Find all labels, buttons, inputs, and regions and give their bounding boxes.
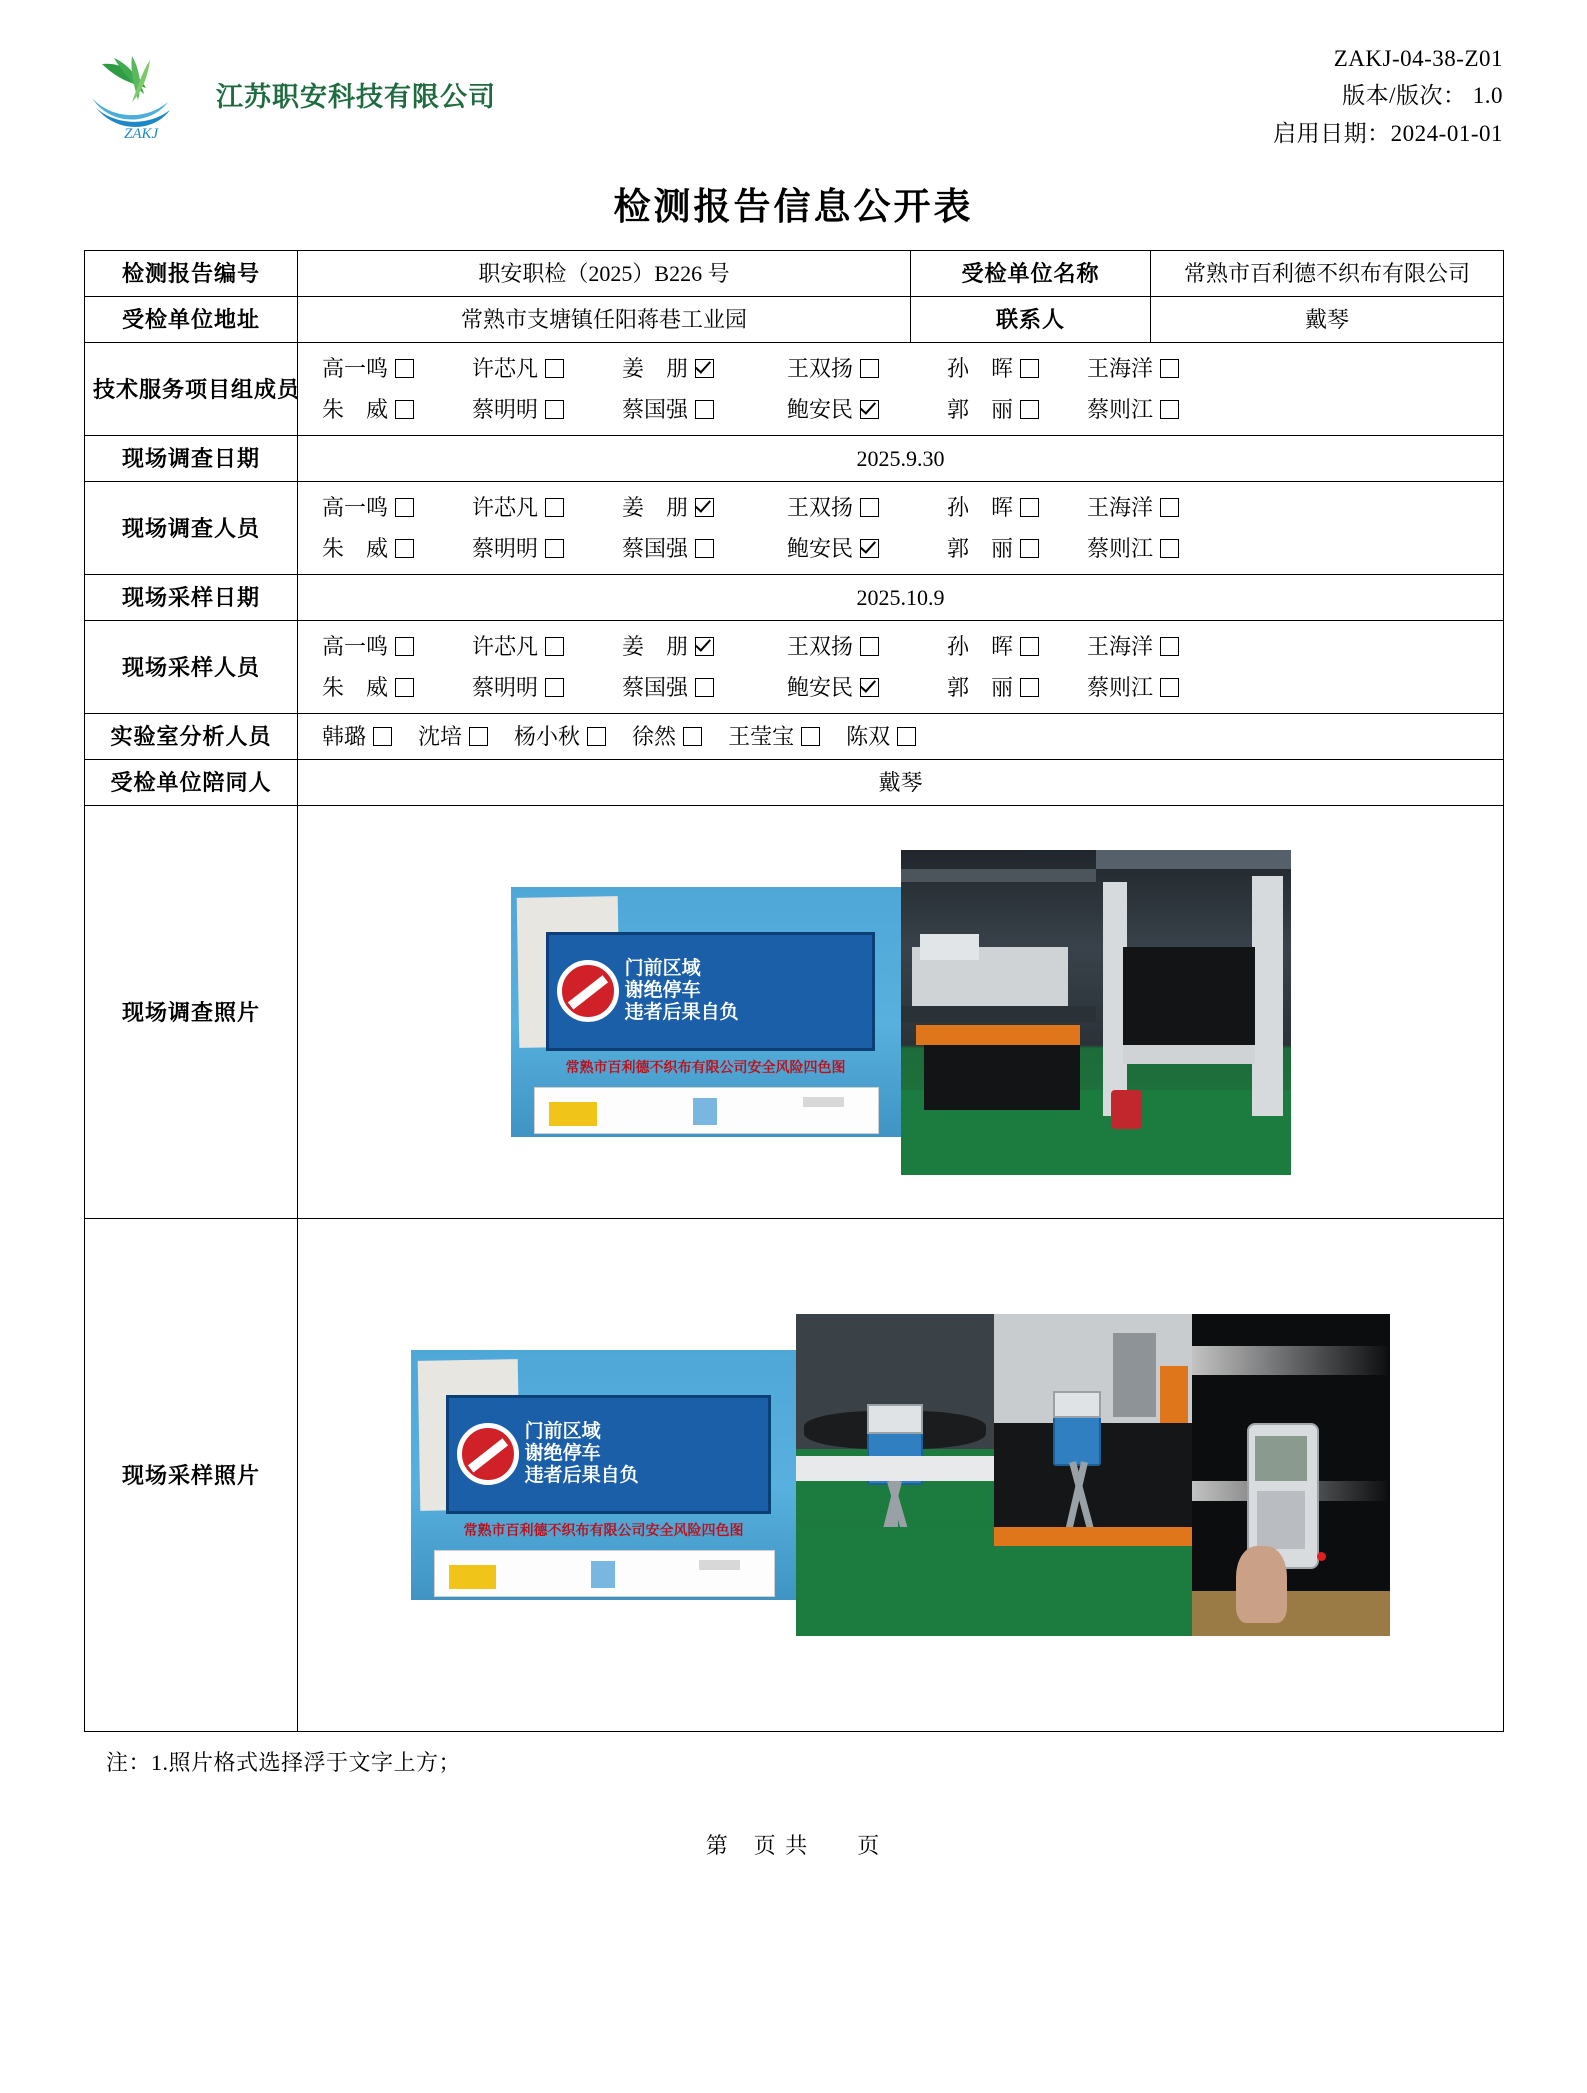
tech-team-name: 王双扬: [787, 356, 854, 381]
sampling-staff-item: [322, 630, 472, 663]
sampling-staff-name: 高一鸣: [322, 634, 389, 659]
table-row: [85, 1219, 1504, 1732]
checkbox-unchecked[interactable]: [695, 400, 714, 419]
sampling-staff-name: 许芯凡: [472, 634, 539, 659]
label-survey-staff: 现场调查人员: [85, 482, 298, 575]
survey-staff-name: 朱 威: [322, 536, 389, 561]
checkbox-unchecked[interactable]: [395, 359, 414, 378]
survey-staff-item: [787, 532, 947, 565]
lab-staff-name: 王莹宝: [728, 724, 795, 749]
sampling-staff-item: [622, 630, 787, 663]
sampling-staff-name: 蔡国强: [622, 675, 689, 700]
sign-line-2: 谢绝停车: [624, 980, 701, 1002]
table-row: [85, 575, 1504, 621]
sampling-staff-item: [1087, 630, 1262, 663]
sampling-staff-name: 蔡明明: [472, 675, 539, 700]
brand-block: [84, 34, 496, 142]
sampling-staff-item: [787, 671, 947, 704]
survey-photos-cell: [298, 806, 1504, 1219]
survey-staff-item: [1087, 491, 1262, 524]
checkbox-unchecked[interactable]: [587, 727, 606, 746]
survey-staff-name: 蔡国强: [622, 536, 689, 561]
checkbox-checked[interactable]: [860, 678, 879, 697]
survey-staff-name: 姜 朋: [622, 495, 689, 520]
survey-staff-name: 王双扬: [787, 495, 854, 520]
label-report-no: 检测报告编号: [85, 251, 298, 297]
document-version: 版本/版次： 1.0: [1342, 83, 1503, 109]
document-code: ZAKJ-04-38-Z01: [1333, 46, 1503, 71]
photo-sampling-point: [994, 1314, 1192, 1636]
checkbox-unchecked[interactable]: [545, 498, 564, 517]
survey-photo-strip: [306, 840, 1495, 1185]
sign2-line-3: 违者后果自负: [524, 1465, 639, 1487]
lab-staff-item: [322, 720, 392, 753]
lab-staff-item: [632, 720, 702, 753]
checkbox-unchecked[interactable]: [1020, 400, 1039, 419]
checkbox-unchecked[interactable]: [373, 727, 392, 746]
photo-noise-meter: [1192, 1314, 1390, 1636]
lab-staff-name: 沈培: [418, 724, 463, 749]
photo-site-sign: [511, 887, 901, 1137]
value-survey-date: 2025.9.30: [298, 436, 1504, 482]
sign2-line-1: 门前区域: [524, 1421, 601, 1443]
checkbox-unchecked[interactable]: [1160, 359, 1179, 378]
survey-staff-checklist: [306, 488, 1495, 568]
tech-team-name: 朱 威: [322, 397, 389, 422]
tech-team-item: [322, 352, 472, 385]
survey-staff-name: 蔡则江: [1087, 536, 1154, 561]
survey-staff-name: 高一鸣: [322, 495, 389, 520]
tech-team-name: 鲍安民: [787, 397, 854, 422]
document-effective-date: 启用日期：2024-01-01: [1273, 120, 1503, 146]
sampling-staff-name: 王海洋: [1087, 634, 1154, 659]
label-sampling-staff: 现场采样人员: [85, 621, 298, 714]
sampling-staff-item: [472, 671, 622, 704]
sampling-staff-item: [1087, 671, 1262, 704]
tech-team-checklist: [306, 349, 1495, 429]
report-info-table: [84, 250, 1504, 1732]
checkbox-unchecked[interactable]: [469, 727, 488, 746]
tech-team-item: [1087, 352, 1262, 385]
sign2-caption: 常熟市百利德不织布有限公司安全风险四色图: [463, 1522, 744, 1538]
survey-staff-name: 鲍安民: [787, 536, 854, 561]
checkbox-unchecked[interactable]: [1160, 678, 1179, 697]
tech-team-name: 姜 朋: [622, 356, 689, 381]
company-name: 江苏职安科技有限公司: [216, 81, 496, 112]
sign-line-1: 门前区域: [624, 958, 701, 980]
value-lab-staff: [298, 714, 1504, 760]
tech-team-name: 王海洋: [1087, 356, 1154, 381]
label-client-name: 受检单位名称: [911, 251, 1151, 297]
checkbox-unchecked[interactable]: [395, 637, 414, 656]
sign2-line-2: 谢绝停车: [524, 1443, 601, 1465]
checkbox-unchecked[interactable]: [1020, 678, 1039, 697]
header-meta: [1273, 34, 1503, 152]
tech-team-item: [787, 393, 947, 426]
checkbox-checked[interactable]: [695, 637, 714, 656]
survey-staff-item: [1087, 532, 1262, 565]
label-contact: 联系人: [911, 297, 1151, 343]
checkbox-unchecked[interactable]: [695, 678, 714, 697]
sampling-staff-name: 姜 朋: [622, 634, 689, 659]
sampling-staff-item: [472, 630, 622, 663]
lab-staff-name: 杨小秋: [514, 724, 581, 749]
tech-team-item: [472, 393, 622, 426]
tech-team-name: 蔡则江: [1087, 397, 1154, 422]
value-tech-team: [298, 343, 1504, 436]
checkbox-unchecked[interactable]: [860, 359, 879, 378]
company-logo-icon: [84, 46, 194, 142]
checkbox-unchecked[interactable]: [545, 539, 564, 558]
tech-team-item: [947, 393, 1087, 426]
value-client-name: 常熟市百利德不织布有限公司: [1151, 251, 1504, 297]
tech-team-name: 高一鸣: [322, 356, 389, 381]
checkbox-unchecked[interactable]: [860, 637, 879, 656]
table-row: [85, 251, 1504, 297]
sampling-staff-item: [622, 671, 787, 704]
checkbox-checked[interactable]: [695, 359, 714, 378]
sign-line-3: 违者后果自负: [624, 1002, 739, 1024]
value-report-no: 职安职检（2025）B226 号: [298, 251, 911, 297]
value-sampling-date: 2025.10.9: [298, 575, 1504, 621]
sampling-staff-name: 朱 威: [322, 675, 389, 700]
survey-staff-item: [622, 491, 787, 524]
checkbox-unchecked[interactable]: [1160, 498, 1179, 517]
label-client-address: 受检单位地址: [85, 297, 298, 343]
table-row: [85, 714, 1504, 760]
page-title: 检测报告信息公开表: [613, 187, 974, 228]
sampling-staff-item: [947, 671, 1087, 704]
page-footer: 第 页 共 页: [705, 1833, 882, 1858]
risk-color-chart: [534, 1087, 879, 1134]
checkbox-unchecked[interactable]: [1160, 539, 1179, 558]
sampling-staff-item: [322, 671, 472, 704]
label-survey-photos: 现场调查照片: [85, 806, 298, 1219]
survey-staff-item: [787, 491, 947, 524]
survey-staff-item: [472, 491, 622, 524]
checkbox-unchecked[interactable]: [1020, 637, 1039, 656]
tech-team-item: [622, 352, 787, 385]
photo-site-sign-2: [411, 1350, 796, 1600]
value-accompany: 戴琴: [298, 760, 1504, 806]
lab-staff-name: 韩璐: [322, 724, 367, 749]
table-row: [85, 297, 1504, 343]
tech-team-item: [322, 393, 472, 426]
sign-caption: 常熟市百利德不织布有限公司安全风险四色图: [565, 1059, 846, 1075]
no-parking-icon-2: [457, 1423, 519, 1485]
checkbox-unchecked[interactable]: [1020, 359, 1039, 378]
lab-staff-item: [846, 720, 916, 753]
svg-text:ZAKJ: ZAKJ: [124, 126, 159, 142]
photo-sampler-on-tripod: [796, 1314, 994, 1636]
document-header: [84, 34, 1503, 154]
value-client-address: 常熟市支塘镇任阳蒋巷工业园: [298, 297, 911, 343]
checkbox-unchecked[interactable]: [395, 400, 414, 419]
checkbox-unchecked[interactable]: [1020, 539, 1039, 558]
tech-team-name: 蔡明明: [472, 397, 539, 422]
value-sampling-staff: [298, 621, 1504, 714]
value-survey-staff: [298, 482, 1504, 575]
photo-fabric-roll-machine: [1096, 850, 1291, 1175]
survey-staff-item: [622, 532, 787, 565]
tech-team-name: 许芯凡: [472, 356, 539, 381]
table-row: [85, 343, 1504, 436]
table-row: [85, 760, 1504, 806]
lab-staff-name: 陈双: [846, 724, 891, 749]
value-contact: 戴琴: [1151, 297, 1504, 343]
label-sampling-date: 现场采样日期: [85, 575, 298, 621]
lab-staff-item: [514, 720, 606, 753]
sampling-staff-name: 孙 晖: [947, 634, 1014, 659]
checkbox-unchecked[interactable]: [545, 678, 564, 697]
checkbox-checked[interactable]: [860, 539, 879, 558]
survey-staff-item: [472, 532, 622, 565]
tech-team-name: 郭 丽: [947, 397, 1014, 422]
sampling-staff-name: 蔡则江: [1087, 675, 1154, 700]
survey-staff-name: 王海洋: [1087, 495, 1154, 520]
survey-staff-item: [947, 532, 1087, 565]
risk-color-chart-2: [434, 1550, 775, 1597]
checkbox-unchecked[interactable]: [545, 359, 564, 378]
checkbox-checked[interactable]: [695, 498, 714, 517]
table-row: [85, 806, 1504, 1219]
checkbox-unchecked[interactable]: [897, 727, 916, 746]
label-sampling-photos: 现场采样照片: [85, 1219, 298, 1732]
checkbox-unchecked[interactable]: [395, 498, 414, 517]
sampling-staff-name: 王双扬: [787, 634, 854, 659]
checkbox-checked[interactable]: [860, 400, 879, 419]
sampling-staff-name: 鲍安民: [787, 675, 854, 700]
survey-staff-item: [322, 532, 472, 565]
checkbox-unchecked[interactable]: [395, 678, 414, 697]
tech-team-item: [947, 352, 1087, 385]
checkbox-unchecked[interactable]: [695, 539, 714, 558]
tech-team-item: [1087, 393, 1262, 426]
tech-team-name: 蔡国强: [622, 397, 689, 422]
survey-staff-name: 孙 晖: [947, 495, 1014, 520]
checkbox-unchecked[interactable]: [1160, 400, 1179, 419]
checkbox-unchecked[interactable]: [1020, 498, 1039, 517]
lab-staff-checklist: [306, 720, 1495, 753]
checkbox-unchecked[interactable]: [683, 727, 702, 746]
table-row: [85, 482, 1504, 575]
sampling-staff-item: [947, 630, 1087, 663]
survey-staff-item: [322, 491, 472, 524]
checkbox-unchecked[interactable]: [545, 400, 564, 419]
survey-staff-name: 郭 丽: [947, 536, 1014, 561]
no-parking-icon: [557, 960, 619, 1022]
survey-staff-name: 蔡明明: [472, 536, 539, 561]
tech-team-item: [472, 352, 622, 385]
survey-staff-item: [947, 491, 1087, 524]
table-note: 注：1.照片格式选择浮于文字上方；: [106, 1750, 462, 1775]
survey-staff-name: 许芯凡: [472, 495, 539, 520]
lab-staff-item: [728, 720, 820, 753]
label-lab-staff: 实验室分析人员: [85, 714, 298, 760]
checkbox-unchecked[interactable]: [860, 498, 879, 517]
label-tech-team: 技术服务项目组成员: [85, 343, 298, 436]
sampling-staff-name: 郭 丽: [947, 675, 1014, 700]
label-accompany: 受检单位陪同人: [85, 760, 298, 806]
table-row: [85, 621, 1504, 714]
tech-team-item: [622, 393, 787, 426]
sampling-photo-strip: [306, 1304, 1495, 1646]
tech-team-name: 孙 晖: [947, 356, 1014, 381]
checkbox-unchecked[interactable]: [545, 637, 564, 656]
checkbox-unchecked[interactable]: [801, 727, 820, 746]
lab-staff-item: [418, 720, 488, 753]
checkbox-unchecked[interactable]: [1160, 637, 1179, 656]
lab-staff-name: 徐然: [632, 724, 677, 749]
photo-production-line: [901, 850, 1096, 1175]
checkbox-unchecked[interactable]: [395, 539, 414, 558]
tech-team-item: [787, 352, 947, 385]
label-survey-date: 现场调查日期: [85, 436, 298, 482]
sampling-staff-checklist: [306, 627, 1495, 707]
sampling-staff-item: [787, 630, 947, 663]
sampling-photos-cell: [298, 1219, 1504, 1732]
table-row: [85, 436, 1504, 482]
